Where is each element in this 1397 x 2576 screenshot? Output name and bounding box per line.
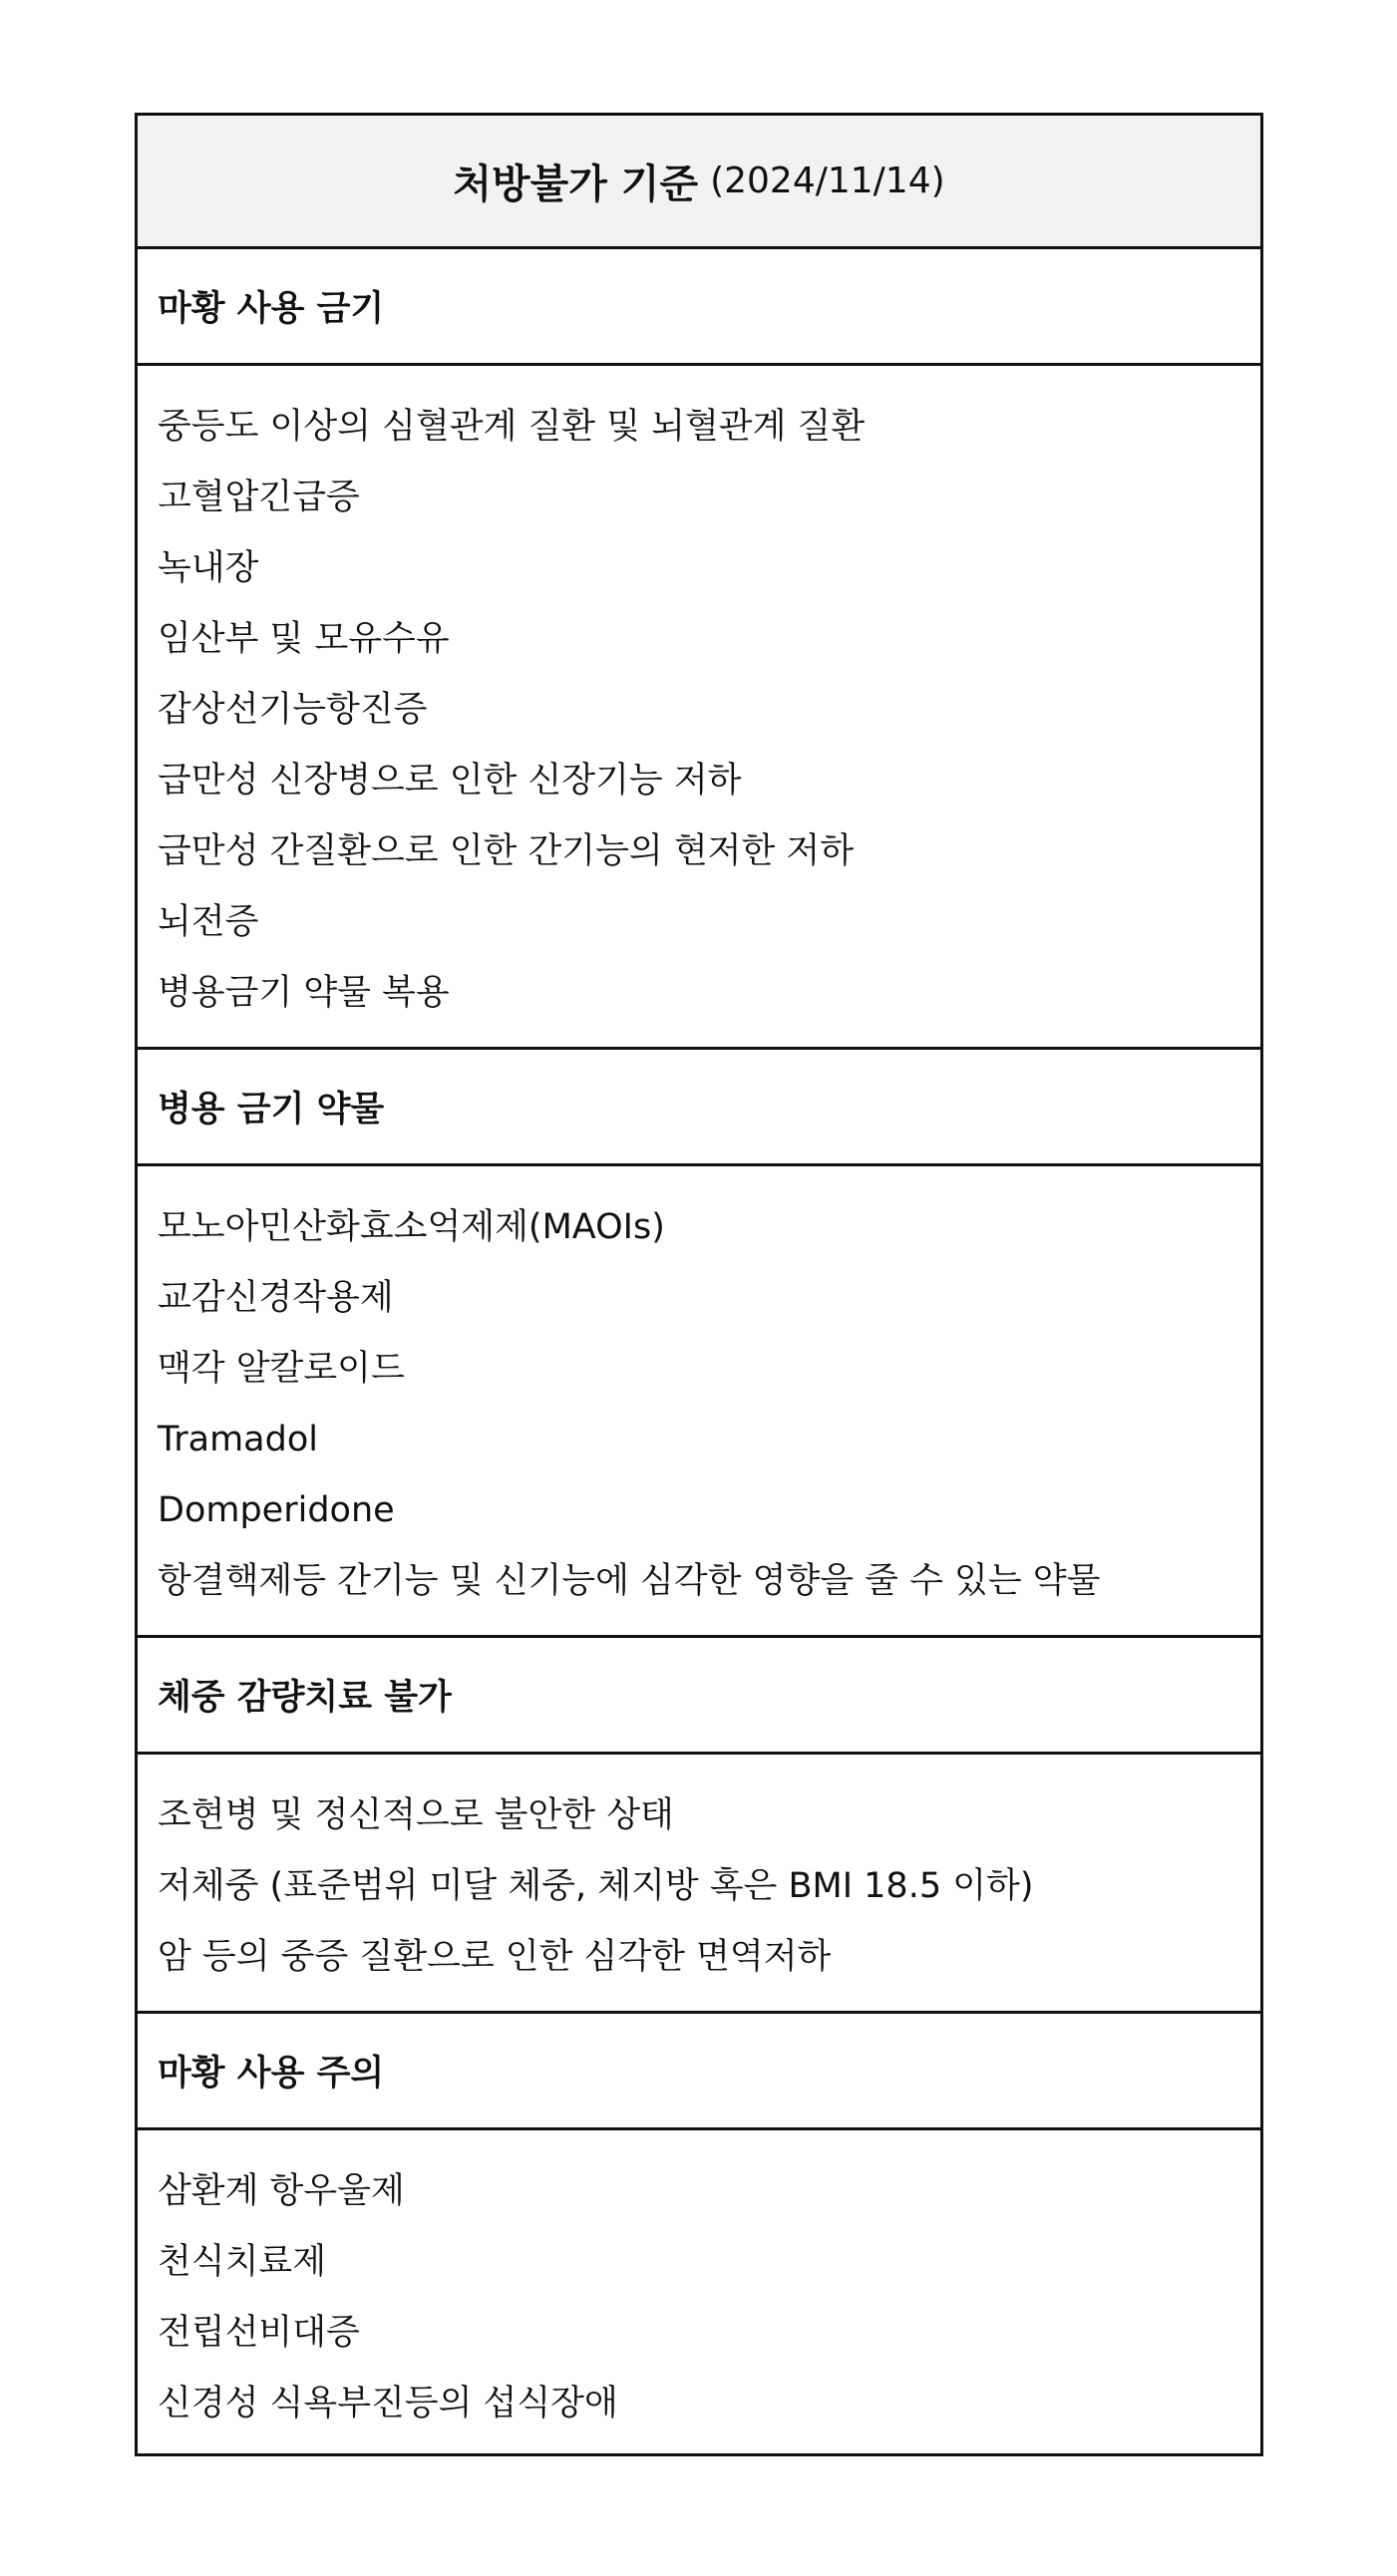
list-item: 급만성 신장병으로 인한 신장기능 저하 bbox=[158, 761, 742, 801]
list-item: 전립선비대증 bbox=[158, 2313, 360, 2353]
list-item: 고혈압긴급증 bbox=[158, 478, 360, 517]
table-title-row bbox=[138, 116, 1260, 249]
section-header-ephedra-contraindications: 마황 사용 금기 bbox=[138, 249, 1260, 366]
table-title: 처방불가 기준 bbox=[453, 161, 699, 207]
list-item: Domperidone bbox=[158, 1490, 395, 1530]
list-item: 갑상선기능항진증 bbox=[158, 690, 428, 730]
criteria-table bbox=[135, 113, 1263, 2456]
list-item: 항결핵제등 간기능 및 신기능에 심각한 영향을 줄 수 있는 약물 bbox=[158, 1561, 1101, 1601]
section-header-weight-loss-ineligible: 체중 감량치료 불가 bbox=[138, 1638, 1260, 1755]
list-item: 저체중 (표준범위 미달 체중, 체지방 혹은 BMI 18.5 이하) bbox=[158, 1866, 1034, 1906]
section-header-contraindicated-drugs: 병용 금기 약물 bbox=[138, 1050, 1260, 1166]
list-item: 녹내장 bbox=[158, 548, 259, 588]
section-header-ephedra-cautions: 마황 사용 주의 bbox=[138, 2014, 1260, 2130]
list-item: 급만성 간질환으로 인한 간기능의 현저한 저하 bbox=[158, 831, 855, 871]
list-item: 조현병 및 정신적으로 불안한 상태 bbox=[158, 1795, 674, 1835]
list-item: 천식치료제 bbox=[158, 2242, 327, 2282]
list-item: 삼환계 항우울제 bbox=[158, 2171, 405, 2211]
list-item: 임산부 및 모유수유 bbox=[158, 619, 450, 659]
list-item: 뇌전증 bbox=[158, 902, 259, 942]
list-item: 암 등의 중증 질환으로 인한 심각한 면역저하 bbox=[158, 1937, 832, 1977]
list-item: 중등도 이상의 심혈관계 질환 및 뇌혈관계 질환 bbox=[158, 407, 866, 447]
section-body-ephedra-cautions bbox=[138, 2130, 1260, 2453]
list-item: 교감신경작용제 bbox=[158, 1278, 394, 1318]
section-body-ephedra-contraindications bbox=[138, 366, 1260, 1050]
list-item: 모노아민산화효소억제제(MAOIs) bbox=[158, 1207, 665, 1247]
list-item: 맥각 알칼로이드 bbox=[158, 1349, 405, 1389]
section-body-contraindicated-drugs bbox=[138, 1166, 1260, 1638]
list-item: 신경성 식욕부진등의 섭식장애 bbox=[158, 2384, 618, 2423]
section-body-weight-loss-ineligible bbox=[138, 1755, 1260, 2014]
list-item: Tramadol bbox=[158, 1420, 318, 1459]
list-item: 병용금기 약물 복용 bbox=[158, 973, 450, 1013]
table-date: (2024/11/14) bbox=[710, 161, 945, 201]
